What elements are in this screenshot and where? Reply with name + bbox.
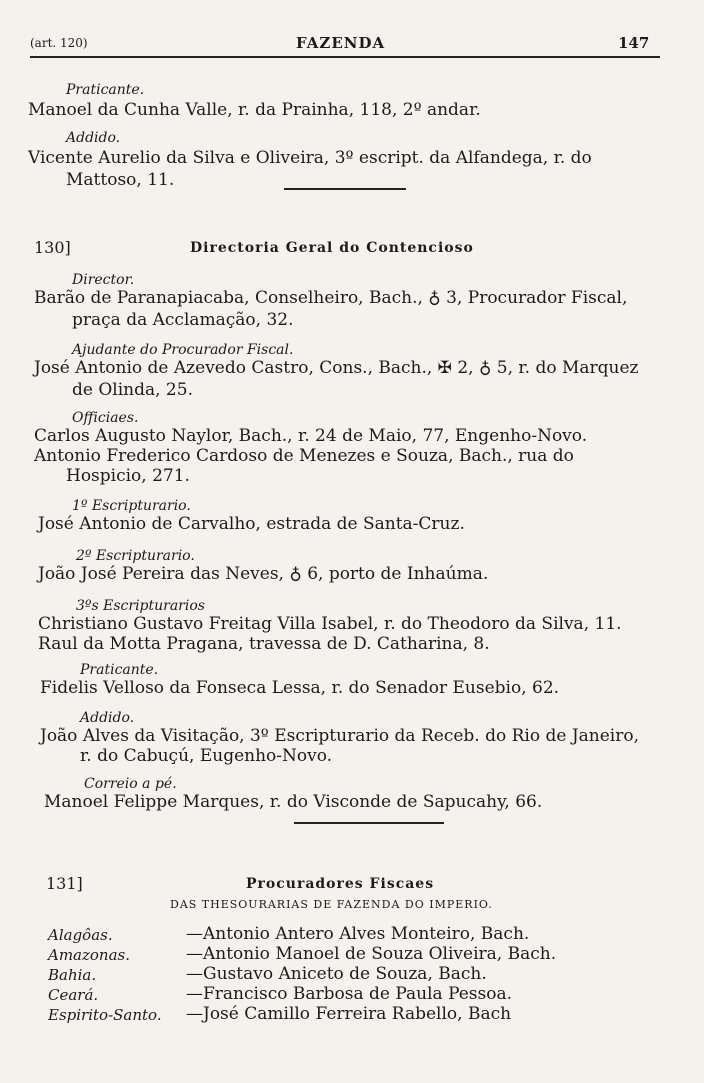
ajudante-entry-line1: José Antonio de Azevedo Castro, Cons., Bach., ✠ 2, ♁ 5, r. do Marquez bbox=[34, 358, 639, 378]
running-title: FAZENDA bbox=[296, 34, 386, 52]
addido-2-entry-line1: João Alves da Visitação, 3º Escripturario da Receb. do Rio de Janeiro, bbox=[40, 726, 640, 746]
correio-entry: Manoel Felippe Marques, r. do Visconde de Sapucahy, 66. bbox=[44, 792, 543, 812]
section-130-title: Directoria Geral do Contencioso bbox=[190, 240, 474, 256]
procurador-name: —Antonio Manoel de Souza Oliveira, Bach. bbox=[186, 944, 557, 964]
procurador-name: —Francisco Barbosa de Paula Pessoa. bbox=[186, 984, 513, 1004]
section-130-number: 130] bbox=[34, 238, 71, 257]
state-label: Alagôas. bbox=[48, 926, 113, 944]
escripturario-2-entry: João José Pereira das Neves, ♁ 6, porto de Inhaúma. bbox=[38, 564, 489, 584]
addido-2-label: Addido. bbox=[80, 710, 135, 726]
officiaes-entry-line3: Hospicio, 271. bbox=[66, 466, 190, 486]
addido-label: Addido. bbox=[66, 130, 121, 146]
state-label: Bahia. bbox=[48, 966, 97, 984]
escripturarios-3-entry-2: Raul da Motta Pragana, travessa de D. Catharina, 8. bbox=[38, 634, 490, 654]
procurador-name: —Gustavo Aniceto de Souza, Bach. bbox=[186, 964, 487, 984]
addido-2-entry-line2: r. do Cabuçú, Eugenho-Novo. bbox=[80, 746, 333, 766]
officiaes-entry-line1: Carlos Augusto Naylor, Bach., r. 24 de Maio, 77, Engenho-Novo. bbox=[34, 426, 588, 446]
director-entry-line1: Barão de Paranapiacaba, Conselheiro, Bach., ♁ 3, Procurador Fiscal, bbox=[34, 288, 628, 308]
escripturario-1-label: 1º Escripturario. bbox=[72, 498, 191, 514]
praticante-entry: Manoel da Cunha Valle, r. da Prainha, 118, 2º andar. bbox=[28, 100, 481, 120]
escripturarios-3-entry-1: Christiano Gustavo Freitag Villa Isabel, r. do Theodoro da Silva, 11. bbox=[38, 614, 622, 634]
director-entry-line2: praça da Acclamação, 32. bbox=[72, 310, 294, 330]
correio-label: Correio a pé. bbox=[84, 776, 177, 792]
section-divider bbox=[284, 188, 406, 190]
ajudante-entry-line2: de Olinda, 25. bbox=[72, 380, 193, 400]
praticante-2-entry: Fidelis Velloso da Fonseca Lessa, r. do Senador Eusebio, 62. bbox=[40, 678, 560, 698]
director-label: Director. bbox=[72, 272, 135, 288]
ajudante-label: Ajudante do Procurador Fiscal. bbox=[72, 342, 294, 358]
article-reference: (art. 120) bbox=[30, 36, 88, 50]
praticante-2-label: Praticante. bbox=[80, 662, 159, 678]
state-label: Amazonas. bbox=[48, 946, 131, 964]
officiaes-label: Officiaes. bbox=[72, 410, 139, 426]
page-number: 147 bbox=[618, 34, 650, 52]
addido-entry-line1: Vicente Aurelio da Silva e Oliveira, 3º escript. da Alfandega, r. do bbox=[28, 148, 592, 168]
addido-entry-line2: Mattoso, 11. bbox=[66, 170, 175, 190]
section-131-number: 131] bbox=[46, 874, 83, 893]
section-131-title: Procuradores Fiscaes bbox=[246, 876, 435, 892]
header-rule bbox=[30, 56, 660, 58]
escripturarios-3-label: 3ºs Escripturarios bbox=[76, 598, 205, 614]
state-label: Ceará. bbox=[48, 986, 99, 1004]
state-label: Espirito-Santo. bbox=[48, 1006, 162, 1024]
praticante-label: Praticante. bbox=[66, 82, 145, 98]
procurador-name: —Antonio Antero Alves Monteiro, Bach. bbox=[186, 924, 530, 944]
escripturario-1-entry: José Antonio de Carvalho, estrada de Santa-Cruz. bbox=[38, 514, 465, 534]
section-131-subtitle: DAS THESOURARIAS DE FAZENDA DO IMPERIO. bbox=[170, 898, 493, 911]
escripturario-2-label: 2º Escripturario. bbox=[76, 548, 195, 564]
section-divider bbox=[294, 822, 444, 824]
officiaes-entry-line2: Antonio Frederico Cardoso de Menezes e Souza, Bach., rua do bbox=[34, 446, 574, 466]
procurador-name: —José Camillo Ferreira Rabello, Bach bbox=[186, 1004, 512, 1024]
